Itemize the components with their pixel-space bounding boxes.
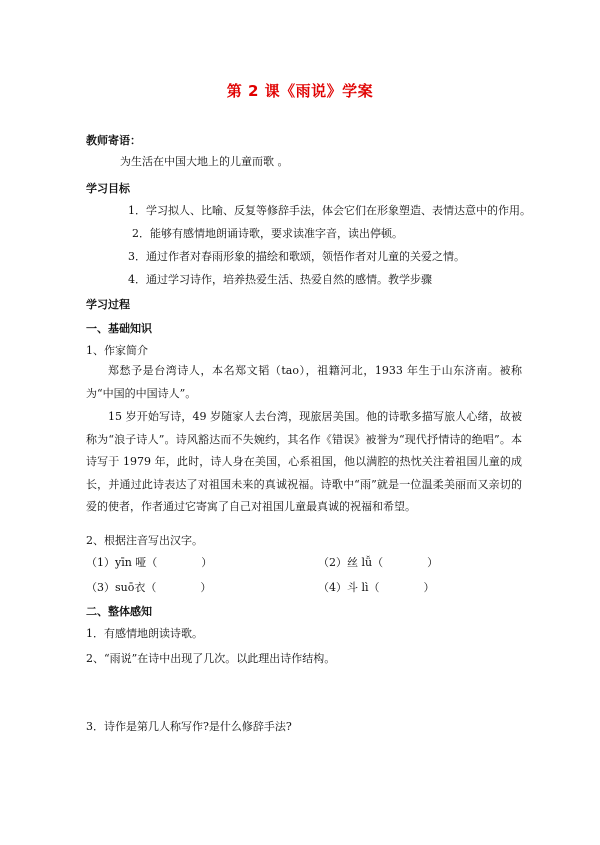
author-paragraph-1: 郑愁予是台湾诗人，本名郑文韬（tao），祖籍河北，1933 年生于山东济南。被称为“中国的中国诗人”。 xyxy=(86,364,522,400)
pinyin-label: 2、根据注音写出汉字。 xyxy=(86,534,203,547)
perception-item: 1．有感情地朗读诗歌。 xyxy=(86,627,203,640)
goal-item: 3．通过作者对春雨形象的描绘和歌颂，领悟作者对儿童的关爱之情。 xyxy=(128,250,465,263)
page-title: 第 2 课《雨说》学案 xyxy=(226,82,374,100)
author-paragraph-2: 15 岁开始写诗，49 岁随家人去台湾，现旅居美国。他的诗歌多描写旅人心绪，故被称为“浪子诗人”。诗风豁达而不失婉约，其名作《错误》被誉为“现代抒情诗的绝唱”。本诗写于 1979 年，此时，诗人身在美国，心系祖国，他以满腔的热忱关注着祖国儿童的成长，并通过此诗表达了对祖国未来的真诚祝福。诗歌中“雨”就是一位温柔美丽而又亲切的爱的使者，作者通过它寄寓了自己对祖国儿童最真诚的祝福和希望。 xyxy=(86,410,522,513)
goal-item: 4．通过学习诗作，培养热爱生活、热爱自然的感情。教学步骤 xyxy=(128,273,432,286)
pinyin-item: （2）丝 lǚ（ ） xyxy=(318,556,439,569)
goal-item: 1．学习拟人、比喻、反复等修辞手法，体会它们在形象塑造、表情达意中的作用。 xyxy=(128,204,531,217)
goal-item: 2．能够有感情地朗诵诗歌，要求读准字音，读出停顿。 xyxy=(132,227,403,240)
pinyin-item: （1）yīn 哑（ ） xyxy=(86,556,213,569)
perception-item: 2、“雨说”在诗中出现了几次。以此理出诗作结构。 xyxy=(86,652,336,665)
teacher-label: 教师寄语： xyxy=(86,134,141,147)
teacher-message: 为生活在中国大地上的儿童而歌 。 xyxy=(120,155,289,168)
section2-label: 二、整体感知 xyxy=(86,605,152,618)
author-intro-label: 1、作家简介 xyxy=(86,344,148,357)
process-label: 学习过程 xyxy=(86,298,130,311)
pinyin-item: （3）suō衣（ ） xyxy=(86,581,212,594)
section1-label: 一、基础知识 xyxy=(86,322,152,335)
goals-label: 学习目标 xyxy=(86,182,130,195)
perception-item: 3．诗作是第几人称写作?是什么修辞手法? xyxy=(86,720,292,733)
pinyin-item: （4）斗 lì（ ） xyxy=(318,581,435,594)
